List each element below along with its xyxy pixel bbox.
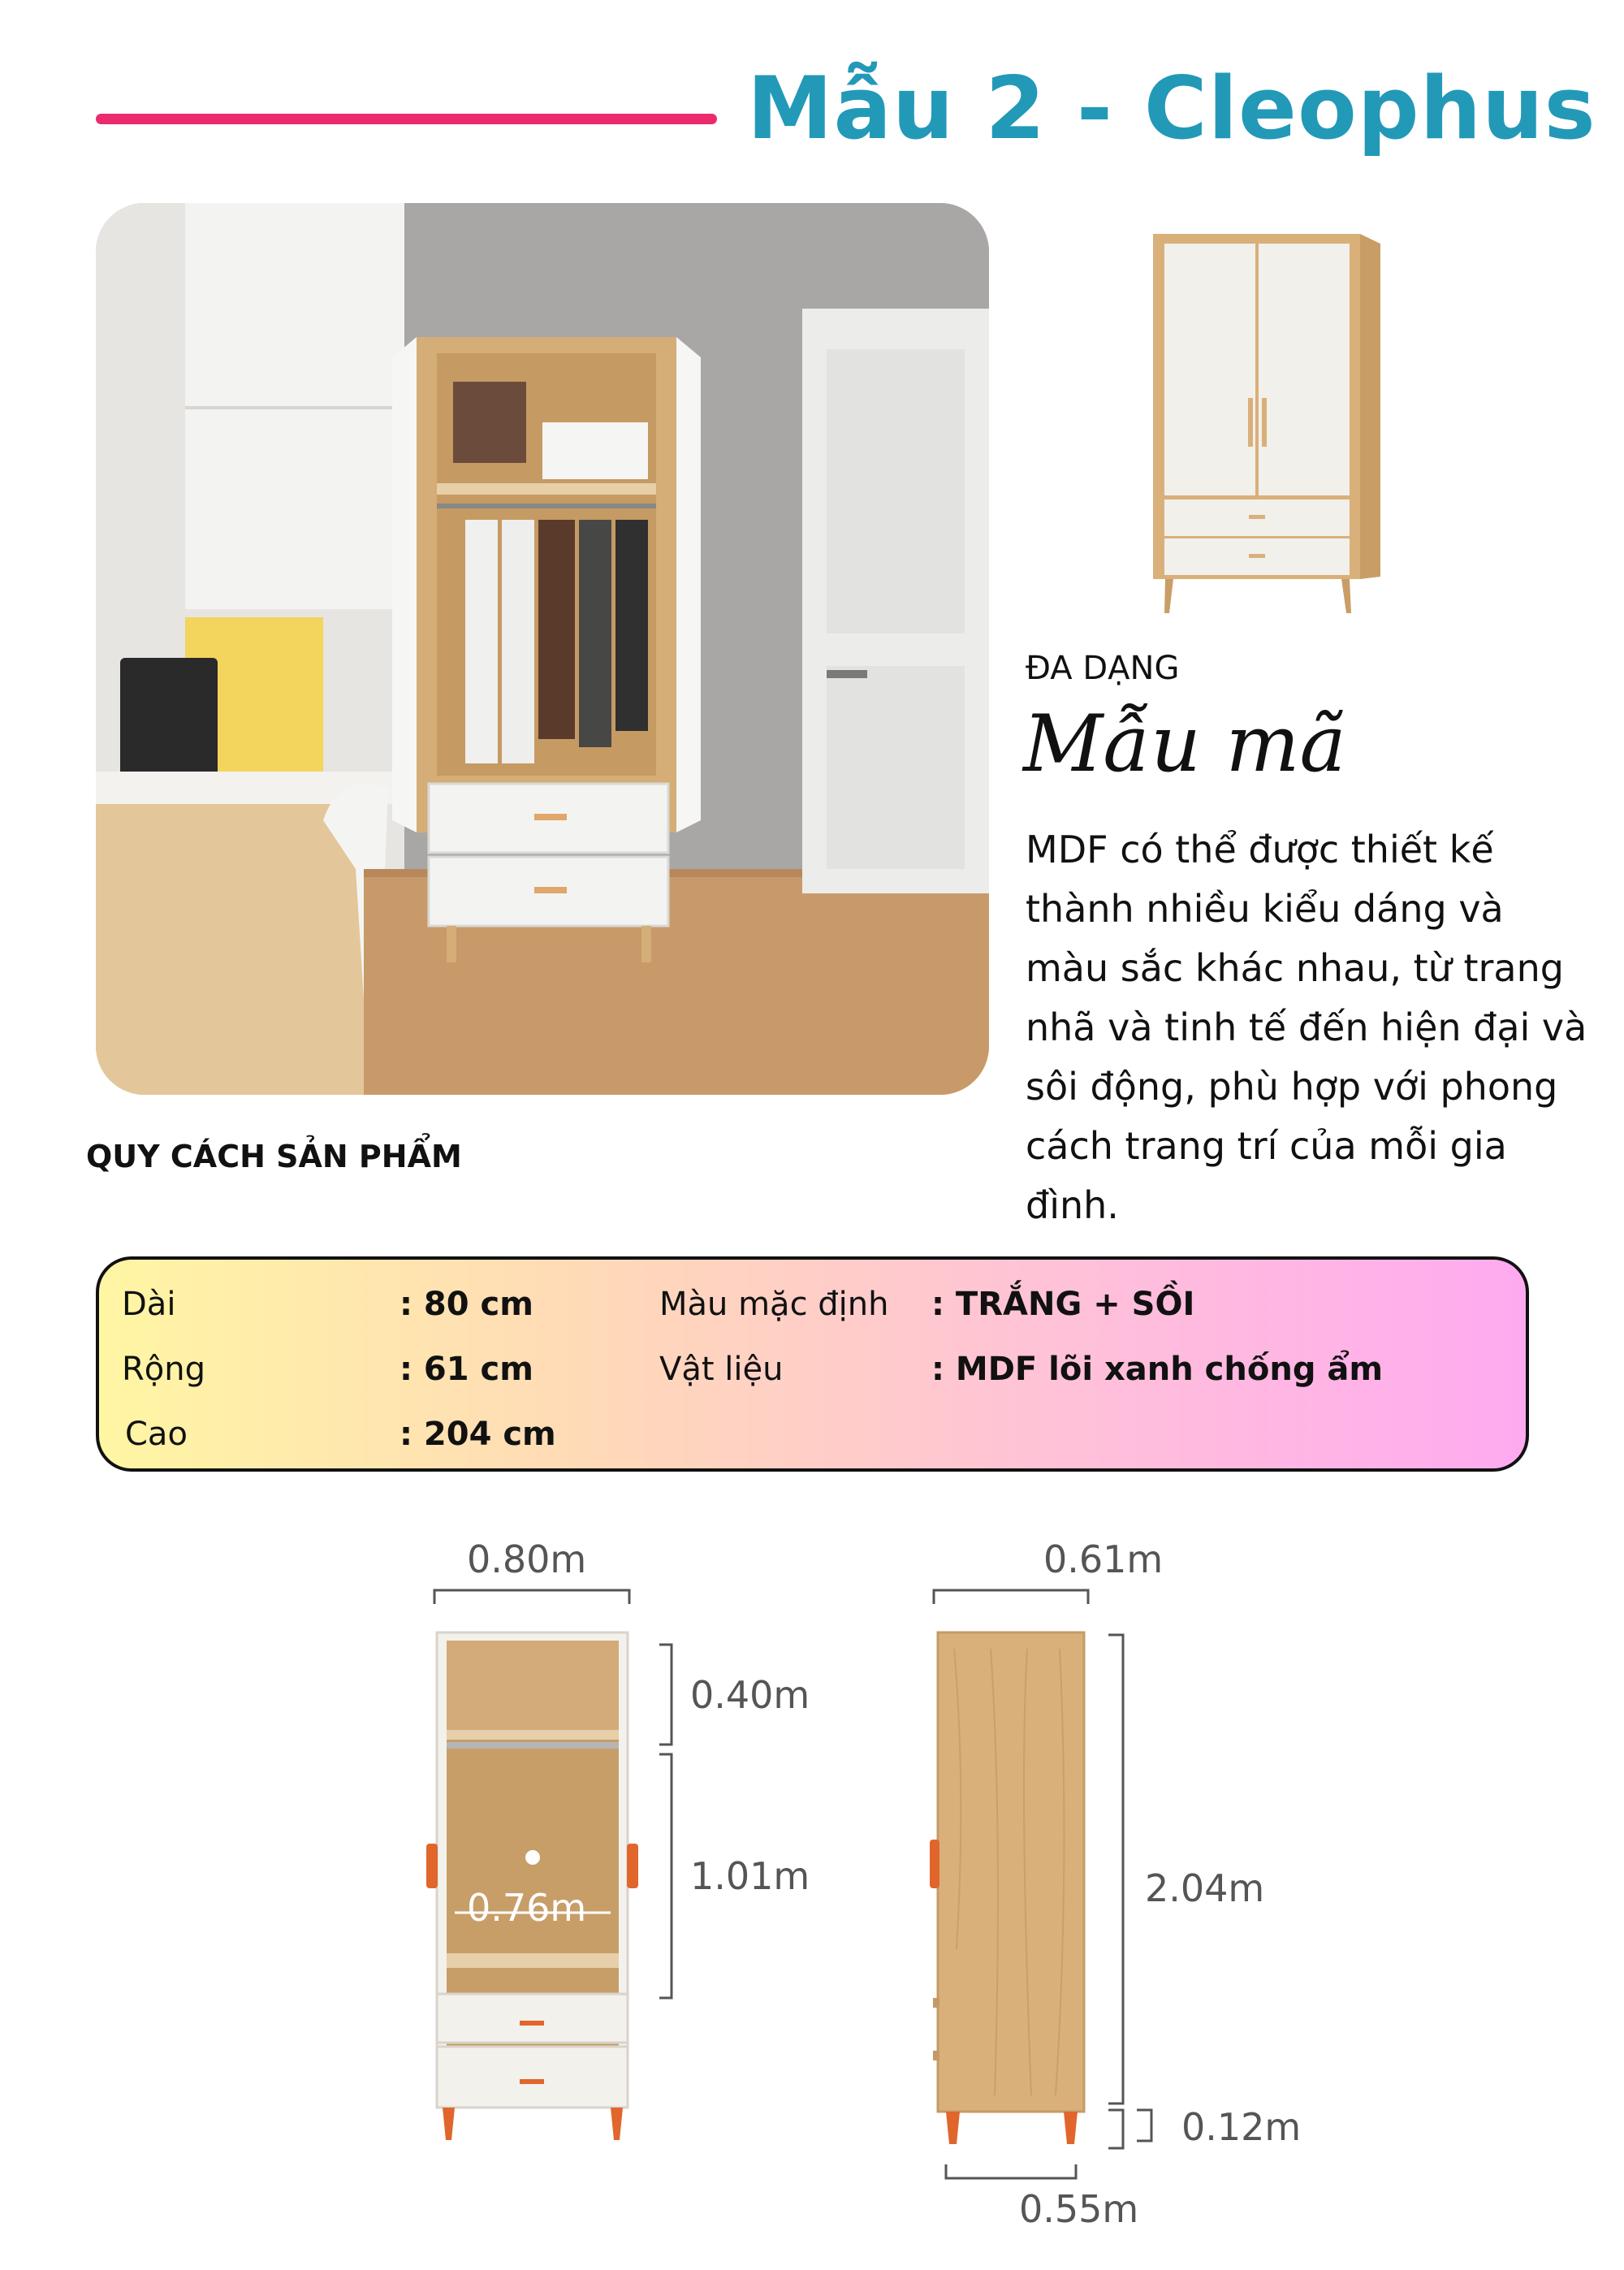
spec-value-height: : 204 cm xyxy=(400,1416,556,1453)
spec-value-width: : 61 cm xyxy=(400,1351,533,1388)
page-title: Mẫu 2 - Cleophus xyxy=(747,58,1596,158)
spec-label-height: Cao xyxy=(125,1416,188,1453)
spec-label-material: Vật liệu xyxy=(659,1351,784,1388)
spec-label-length: Dài xyxy=(122,1286,176,1323)
spec-label-color: Màu mặc định xyxy=(659,1286,889,1323)
spec-heading: QUY CÁCH SẢN PHẨM xyxy=(86,1139,462,1174)
variety-title: Mẫu mã xyxy=(1023,698,1346,789)
front-width-label: 0.80m xyxy=(467,1537,587,1581)
spec-value-material: : MDF lõi xanh chống ẩm xyxy=(931,1351,1384,1388)
room-photo xyxy=(96,203,989,1095)
front-inner-width-label: 0.76m xyxy=(467,1886,587,1930)
front-view xyxy=(426,1590,672,2140)
variety-label: ĐA DẠNG xyxy=(1026,650,1180,687)
spec-value-length: : 80 cm xyxy=(400,1286,533,1323)
side-leg-height-label: 0.12m xyxy=(1181,2105,1302,2149)
side-depth-label: 0.61m xyxy=(1043,1537,1164,1581)
spec-value-color: : TRẮNG + SỒI xyxy=(931,1286,1195,1323)
wardrobe-product-photo xyxy=(1129,219,1397,625)
front-top-height-label: 0.40m xyxy=(690,1673,810,1717)
room-illustration xyxy=(96,203,989,1095)
front-middle-height-label: 1.01m xyxy=(690,1854,810,1898)
spec-label-width: Rộng xyxy=(122,1351,206,1388)
side-height-label: 2.04m xyxy=(1145,1866,1265,1910)
wardrobe-illustration xyxy=(1129,219,1397,625)
side-base-depth-label: 0.55m xyxy=(1019,2187,1139,2231)
accent-line xyxy=(96,114,717,124)
variety-description: MDF có thể được thiết kế thành nhiều kiểu dáng và màu sắc khác nhau, từ trang nhã và tinh tế đến hiện đại và sôi động, phù hợp với phong cách trang trí của mỗi gia đình. xyxy=(1026,828,1587,1227)
spec-box xyxy=(96,1256,1529,1472)
side-view xyxy=(930,1590,1151,2178)
dimension-diagram xyxy=(0,1527,1624,2270)
